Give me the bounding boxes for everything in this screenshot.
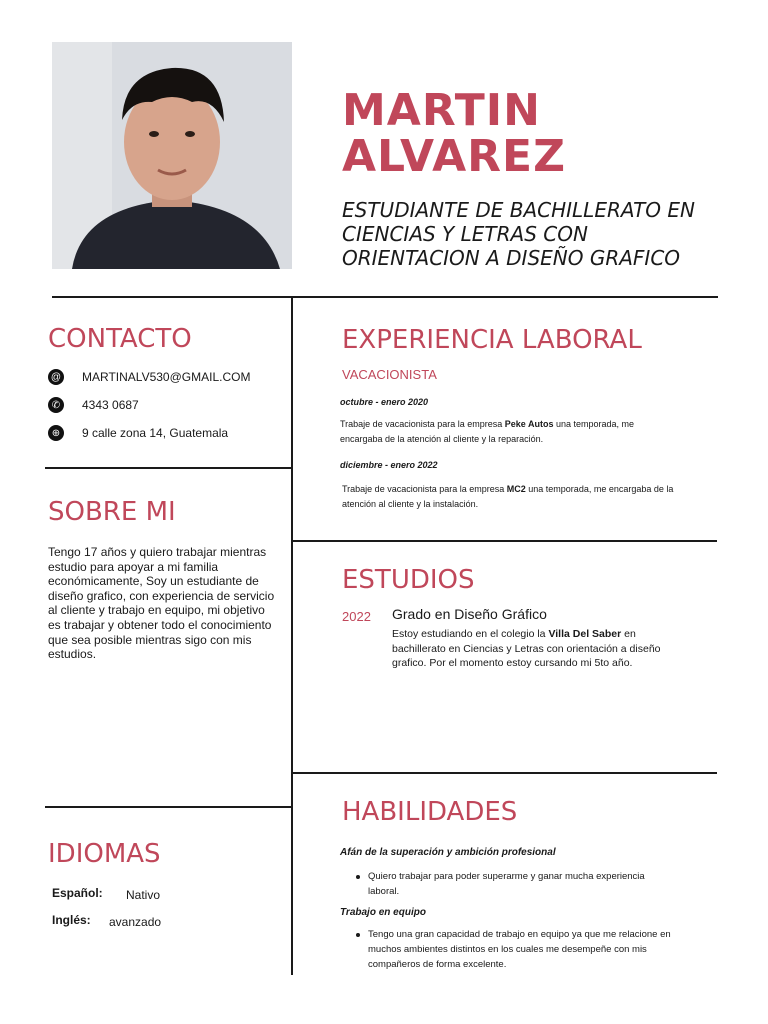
skill-bullet-1: Quiero trabajar para poder superarme y ganar mucha experiencia laboral. [340,869,670,899]
experience-position: VACACIONISTA [342,367,437,382]
last-name: ALVAREZ [342,131,566,182]
job-description-2 [342,482,697,512]
skill-bullet-2: Tengo una gran capacidad de trabajo en equipo ya que me relacione en muchos ambientes distintos en los cuales me desempeñe con mis compañeros de forma excelente. [340,927,680,972]
contact-phone[interactable] [48,397,139,413]
about-title: SOBRE MI [48,497,176,527]
globe-icon: ⊕ [48,425,64,441]
column-divider [291,297,293,975]
skill-list-2 [340,927,680,972]
language-level-english: avanzado [109,915,162,929]
contact-address [48,425,228,441]
contact-email[interactable] [48,369,250,385]
phone-text: 4343 0687 [82,398,139,412]
about-divider [45,806,292,808]
studies-text-post: en bachillerato en Ciencias y Letras con orientación a diseño grafico. Por el momento estoy cursando mi 5to año. [392,628,661,669]
skills-title: HABILIDADES [342,797,518,827]
first-name: MARTIN [342,85,541,136]
at-icon: @ [48,369,64,385]
job-company-1: Peke Autos [504,419,554,429]
job-description-1 [340,417,670,447]
studies-description [392,627,677,671]
job-text-post-2: una temporada, me encargaba de la atención al cliente y la instalación. [342,484,674,509]
skill-heading-2: Trabajo en equipo [340,907,426,918]
skill-heading-1: Afán de la superación y ambición profesional [340,847,556,858]
candidate-role: ESTUDIANTE DE BACHILLERATO EN CIENCIAS Y LETRAS CON ORIENTACION A DISEÑO GRAFICO [342,198,695,270]
studies-title: ESTUDIOS [342,565,475,595]
phone-icon: ✆ [48,397,64,413]
candidate-name [342,85,566,182]
experience-title: EXPERIENCIA LABORAL [342,325,642,355]
profile-photo [52,42,292,269]
job-text-pre-1: Trabaje de vacacionista para la empresa [340,419,505,429]
studies-text-pre: Estoy estudiando en el colegio la [392,628,549,640]
language-label-spanish: Español: [52,886,103,900]
contact-title: CONTACTO [48,324,192,354]
job-date-1: octubre - enero 2020 [340,397,429,407]
skill-list-1 [340,869,670,899]
studies-year: 2022 [342,609,371,624]
portrait-image [52,42,292,269]
studies-degree: Grado en Diseño Gráfico [392,606,547,622]
studies-divider [292,772,717,774]
address-text: 9 calle zona 14, Guatemala [82,426,229,440]
job-date-2: diciembre - enero 2022 [340,460,438,470]
email-text: MARTINALV530@GMAIL.COM [82,370,251,384]
header-divider [52,296,718,298]
studies-school: Villa Del Saber [548,628,622,640]
language-level-spanish: Nativo [126,888,161,902]
languages-title: IDIOMAS [48,839,161,869]
job-text-pre-2: Trabaje de vacacionista para la empresa [342,484,507,494]
job-text-post-1: una temporada, me encargaba de la atención al cliente y la reparación. [340,419,635,444]
contact-divider [45,467,292,469]
language-label-english: Inglés: [52,913,91,927]
experience-divider [292,540,717,542]
job-company-2: MC2 [506,484,526,494]
about-text: Tengo 17 años y quiero trabajar mientras estudio para apoyar a mi familia económicamente, Soy un estudiante de diseño grafico, con experiencia de servicio al cliente y trabajo en equipo, mi objetivo es trabajar y obtener todo el conocimiento que sea posible mientras sigo con mis estudios. [48,545,275,662]
